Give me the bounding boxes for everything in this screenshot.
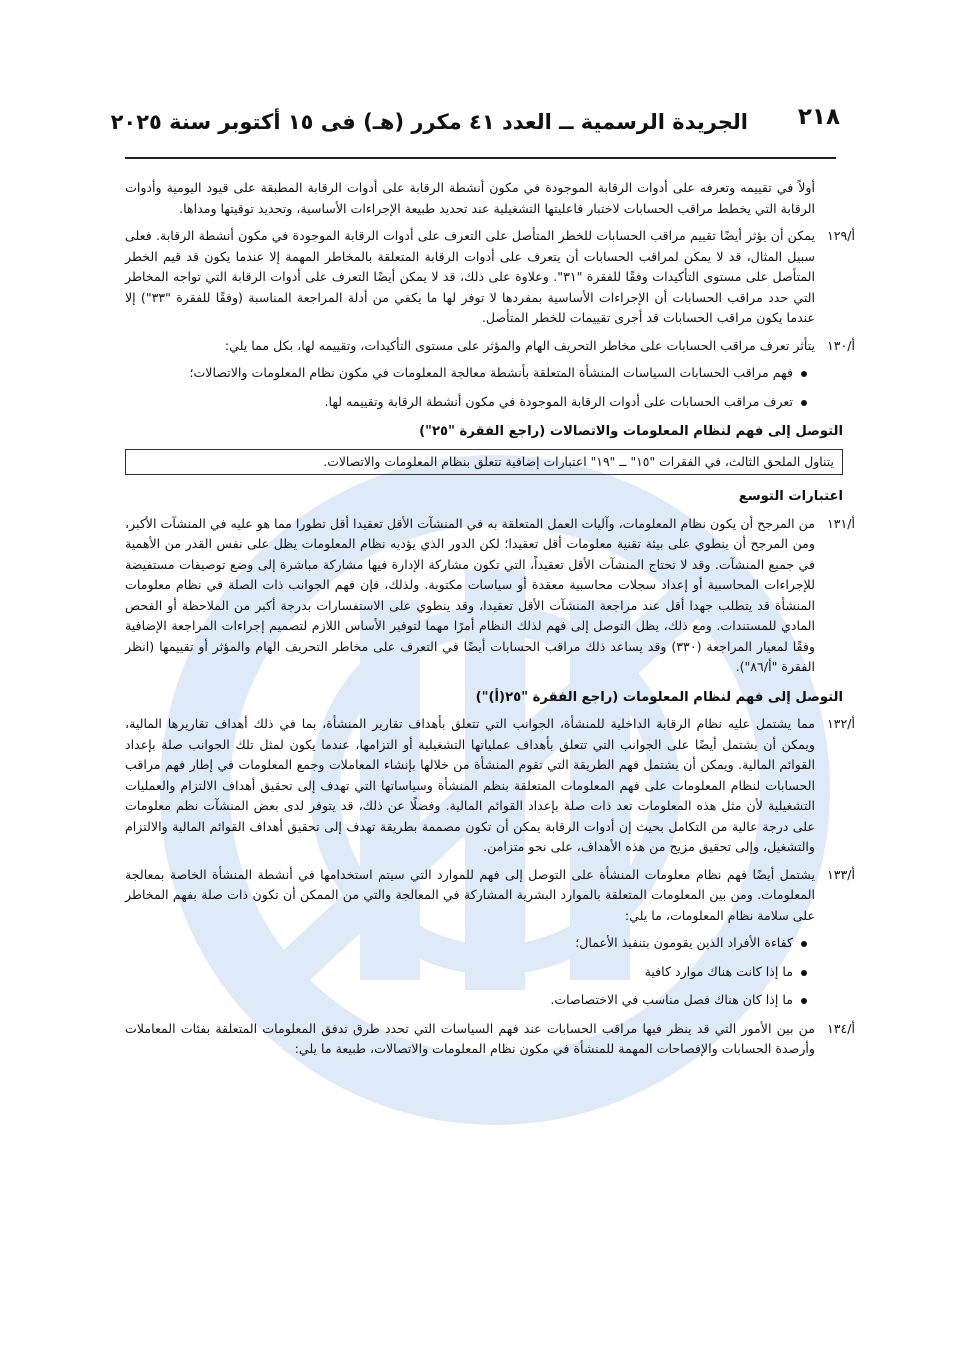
paragraph-a133 (125, 865, 855, 927)
paragraph-text: يمكن أن يؤثر أيضًا تقييم مراقب الحسابات للخطر المتأصل على التعرف على أدوات الرقابة الموجودة في مكون أنشطة الرقابة. فعلى سبيل المثال، قد لا يمكن لمراقب الحسابات أن يتعرف على أدوات الرقابة المتعلقة بالمخاطر المهمة إلا عندما يكون قد قيم الخطر المتأصل على مستوى التأكيدات وفقًا للفقرة "٣١". وعلاوة على ذلك، قد لا يمكن أيضًا التعرف على أدوات الرقابة التي تواجه المخاطر التي حدد مراقب الحسابات أن الإجراءات الأساسية بمفردها لا توفر لها ما يكفي من أدلة المراجعة المناسبة (وفقًا للفقرة "٣٣") إلا عندما يكون مراقب الحسابات قد أجرى تقييمات للخطر المتأصل. (125, 228, 816, 325)
paragraph-a132 (125, 714, 855, 858)
paragraph-number: أ/١٢٩ (826, 228, 855, 243)
bullet-list-a130 (125, 363, 843, 412)
boxed-note: يتناول الملحق الثالث، في الفقرات "١٥" ــ "١٩" اعتبارات إضافية تتعلق بنظام المعلومات والاتصالات. (125, 449, 843, 476)
paragraph-text: مما يشتمل عليه نظام الرقابة الداخلية للمنشأة، الجوانب التي تتعلق بأهداف تقارير المنشأة، بما في ذلك أهداف تقاريرها المالية، ويمكن أن يشتمل أيضًا على الجوانب التي تتعلق بأهداف عملياتها التشغيلية أو التزامها، عندما يكون لمثل تلك الجوانب صلة بإعداد القوائم المالية. ويمكن أن يشتمل فهم الطريقة التي تقوم المنشأة من خلالها بإنشاء المعاملات وجمع المعلومات في إطار فهم مراقب الحسابات لنظام المعلومات على فهم المعلومات المتعلقة بنظم المنشأة وسياساتها التي تهدف إلى تحقيق أهداف الالتزام والعمليات التشغيلية لأن مثل هذه المعلومات تعد ذات صلة بإعداد القوائم المالية. وفضلًا عن ذلك، قد يتوفر لدى بعض المنشآت نظم معلومات على درجة عالية من التكامل بحيث إن أدوات الرقابة يمكن أن تكون مصممة بطريقة تهدف إلى تحقيق أهداف القوائم المالية والالتزام والتشغيل، وإلى تحقيق مزيج من هذه الأهداف، على نحو متزامن. (125, 716, 815, 854)
page-number: ٢١٨ (797, 104, 840, 130)
paragraph-text: من المرجح أن يكون نظام المعلومات، وآليات العمل المتعلقة به في المنشآت الأقل تعقيدا أقل تطورا مما هو عليه في المنشآت الأكبر، ومن المرجح أن ينطوي على بيئة تقنية معلومات أقل تعقيدا؛ لكن الدور الذي يؤديه نظام المعلومات يظل على نفس القدر من الأهمية في جميع المنشآت. وقد لا تحتاج المنشآت الأقل تعقيداً، التي تكون مشاركة الإدارة فيها مشاركة مباشرة إلى وضع توصيفات مستفيضة للإجراءات المحاسبية أو إعداد سجلات محاسبية معقدة أو سياسات مكتوبة. ولذلك، فإن فهم الجوانب ذات الصلة في نظام معلومات المنشأة قد يتطلب جهدا أقل عند مراجعة المنشآت الأقل تعقيدا، وقد ينطوي على الاستفسارات بدرجة أكبر من الملاحظة أو الفحص المادي للمستندات. ومع ذلك، يظل التوصل إلى فهم لذلك النظام أمرًا مهما لتوفير الأساس اللازم لتصميم إجراءات المراجعة الإضافية وفقًا لمعيار المراجعة (٣٣٠) وقد يساعد ذلك مراقب الحسابات أيضًا في التعرف على مخاطر التحريف الهام والمؤثر أو تقييمها (انظر الفقرة "أ/٨٦"). (125, 515, 816, 674)
list-item: ما إذا كانت هناك موارد كافية (125, 962, 843, 983)
page-header (110, 104, 840, 148)
paragraph-number: أ/١٣١ (826, 515, 855, 531)
header-rule (125, 157, 836, 159)
paragraph-number: أ/١٣٢ (826, 716, 855, 731)
paragraph-number: أ/١٣٣ (826, 866, 855, 882)
intro-text: أولاً في تقييمه وتعرفه على أدوات الرقابة الموجودة في مكون أنشطة الرقابة على أدوات الرقابة المطبقة على قيود اليومية وأدوات الرقابة التي يخطط مراقب الحسابات لاختبار فاعليتها التشغيلية عند تحديد طبيعة الإجراءات الأساسية، وتحديد توقيتها ومداها. (125, 180, 815, 216)
bullet-list-a133 (125, 933, 843, 1011)
section-heading: التوصل إلى فهم لنظام المعلومات والاتصالات (راجع الفقرة "٢٥") (419, 424, 843, 439)
paragraph-text: يتأثر تعرف مراقب الحسابات على مخاطر التحريف الهام والمؤثر على مستوى التأكيدات، وتقييمه لها، بكل مما يلي: (224, 337, 815, 353)
paragraph-number: أ/١٣٤ (826, 1020, 855, 1036)
intro-paragraph (125, 178, 843, 219)
list-item: كفاءة الأفراد الذين يقومون بتنفيذ الأعمال؛ (125, 933, 843, 954)
list-item: ما إذا كان هناك فصل مناسب في الاختصاصات. (125, 990, 843, 1011)
paragraph-a130 (125, 336, 855, 357)
list-item: فهم مراقب الحسابات السياسات المنشأة المتعلقة بأنشطة معالجة المعلومات في مكون نظام المعلومات والاتصالات؛ (125, 363, 843, 384)
paragraph-a131 (125, 514, 855, 678)
section-heading: التوصل إلى فهم لنظام المعلومات (راجع الفقرة "٢٥(أ)") (475, 689, 843, 705)
list-item: تعرف مراقب الحسابات على أدوات الرقابة الموجودة في مكون أنشطة الرقابة وتقييمه لها. (125, 392, 843, 413)
paragraph-text: من بين الأمور التي قد ينظر فيها مراقب الحسابات عند فهم السياسات التي تحدد طرق تدفق المعلومات المتعلقة بفئات المعاملات وأرصدة الحسابات والإفصاحات المهمة للمنشأة في مكون نظام المعلومات والاتصالات، طبيعة ما يلي: (125, 1020, 815, 1056)
paragraph-text: يشتمل أيضًا فهم نظام معلومات المنشأة على التوصل إلى فهم للموارد التي سيتم استخدامها في أنشطة المنشأة الخاصة بمعالجة المعلومات. ومن بين المعلومات المتعلقة بالموارد البشرية المشاركة في المعالجة والتي من الممكن أن تكون ذات صلة بفهم المخاطر على سلامة نظام المعلومات، ما يلي: (125, 866, 815, 923)
header-title: الجريدة الرسمية ــ العدد ٤١ مكرر (هـ) فى ١٥ أكتوبر سنة ٢٠٢٥ (110, 110, 748, 134)
section-heading: اعتبارات التوسع (738, 489, 843, 504)
paragraph-a134 (125, 1019, 855, 1060)
paragraph-a129 (125, 226, 855, 329)
document-body (125, 178, 855, 1067)
paragraph-number: أ/١٣٠ (826, 337, 855, 353)
